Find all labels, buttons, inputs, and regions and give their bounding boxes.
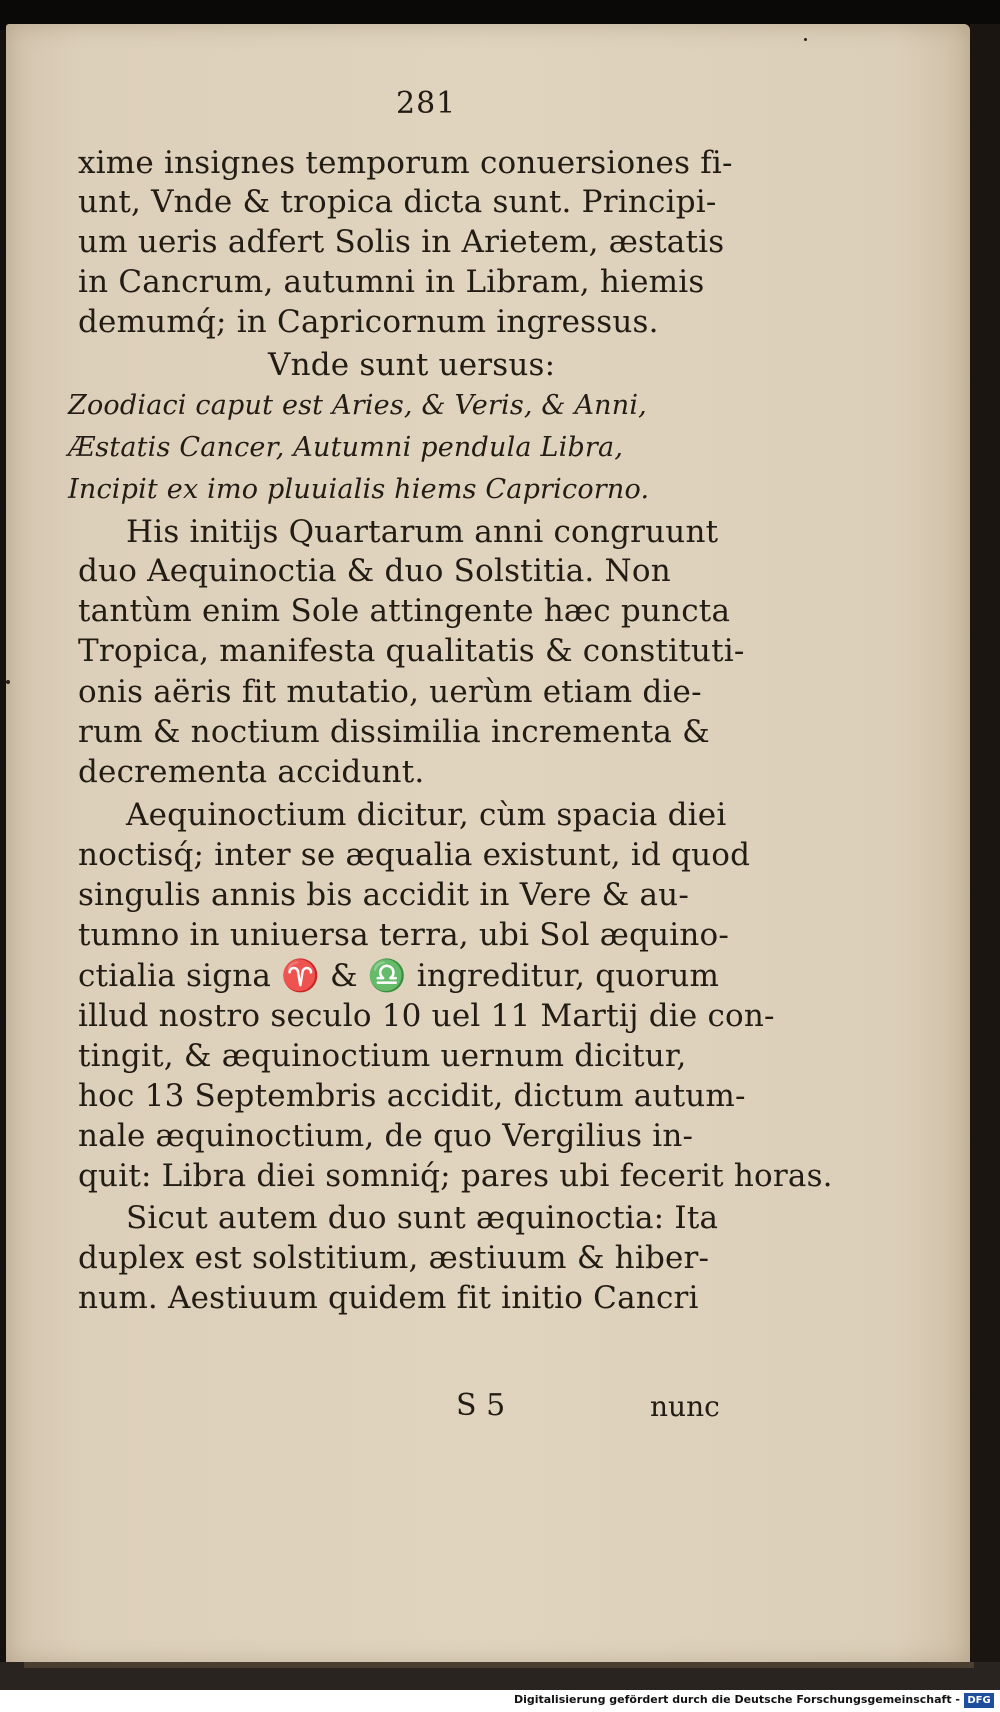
text-line: unt, Vnde & tropica dicta sunt. Principi- <box>78 184 717 220</box>
text-line: demumq́; in Capricornum ingressus. <box>78 304 659 340</box>
text-line: decrementa accidunt. <box>78 754 425 790</box>
page-number: 281 <box>396 86 457 121</box>
text-line: His initijs Quartarum anni congruunt <box>126 514 719 550</box>
text-line: tingit, & æquinoctium uernum dicitur, <box>78 1038 687 1074</box>
text-line: num. Aestiuum quidem fit initio Cancri <box>78 1280 699 1316</box>
text-line: nale æquinoctium, de quo Vergilius in- <box>78 1118 694 1154</box>
text-line: quit: Libra diei somniq́; pares ubi fecerit horas. <box>78 1158 833 1194</box>
verse-line: Æstatis Cancer, Autumni pendula Libra, <box>68 432 624 463</box>
text-line: onis aëris fit mutatio, uerùm etiam die- <box>78 674 702 710</box>
scan-bottom-edge <box>0 1662 1000 1690</box>
text-line: noctisq́; inter se æqualia existunt, id quod <box>78 837 751 873</box>
scan-right-edge <box>970 24 1000 1674</box>
text-line: duo Aequinoctia & duo Solstitia. Non <box>78 553 671 589</box>
catchword: nunc <box>650 1390 720 1423</box>
corner-speck <box>804 38 807 41</box>
text-line: xime insignes temporum conuersiones fi- <box>78 145 733 181</box>
margin-speck <box>6 680 10 684</box>
text-line: singulis annis bis accidit in Vere & au- <box>78 877 690 913</box>
text-line: illud nostro seculo 10 uel 11 Martij die con- <box>78 998 775 1034</box>
text-line: tantùm enim Sole attingente hæc puncta <box>78 593 731 629</box>
text-line: um ueris adfert Solis in Arietem, æstatis <box>78 224 725 260</box>
text-line: rum & noctium dissimilia incrementa & <box>78 714 710 750</box>
text-line: Sicut autem duo sunt æquinoctia: Ita <box>126 1200 719 1236</box>
text-line: in Cancrum, autumni in Libram, hiemis <box>78 264 705 300</box>
text-line: tumno in uniuersa terra, ubi Sol æquino- <box>78 917 730 953</box>
text-line: hoc 13 Septembris accidit, dictum autum- <box>78 1078 746 1114</box>
credit-text: Digitalisierung gefördert durch die Deutsche Forschungsgemeinschaft - <box>513 1693 960 1706</box>
dfg-logo: DFG <box>964 1693 994 1708</box>
verse-line: Zoodiaci caput est Aries, & Veris, & Anni, <box>68 390 647 421</box>
text-line: duplex est solstitium, æstiuum & hiber- <box>78 1240 710 1276</box>
text-line: Vnde sunt uersus: <box>268 347 556 383</box>
credit-bar <box>0 1690 1000 1712</box>
signature-mark: S 5 <box>456 1388 506 1423</box>
verse-line: Incipit ex imo pluuialis hiems Capricorno. <box>68 474 650 505</box>
text-line: Aequinoctium dicitur, cùm spacia diei <box>126 797 727 833</box>
text-line: Tropica, manifesta qualitatis & constituti- <box>78 633 745 669</box>
text-line: ctialia signa ♈ & ♎ ingreditur, quorum <box>78 958 720 994</box>
